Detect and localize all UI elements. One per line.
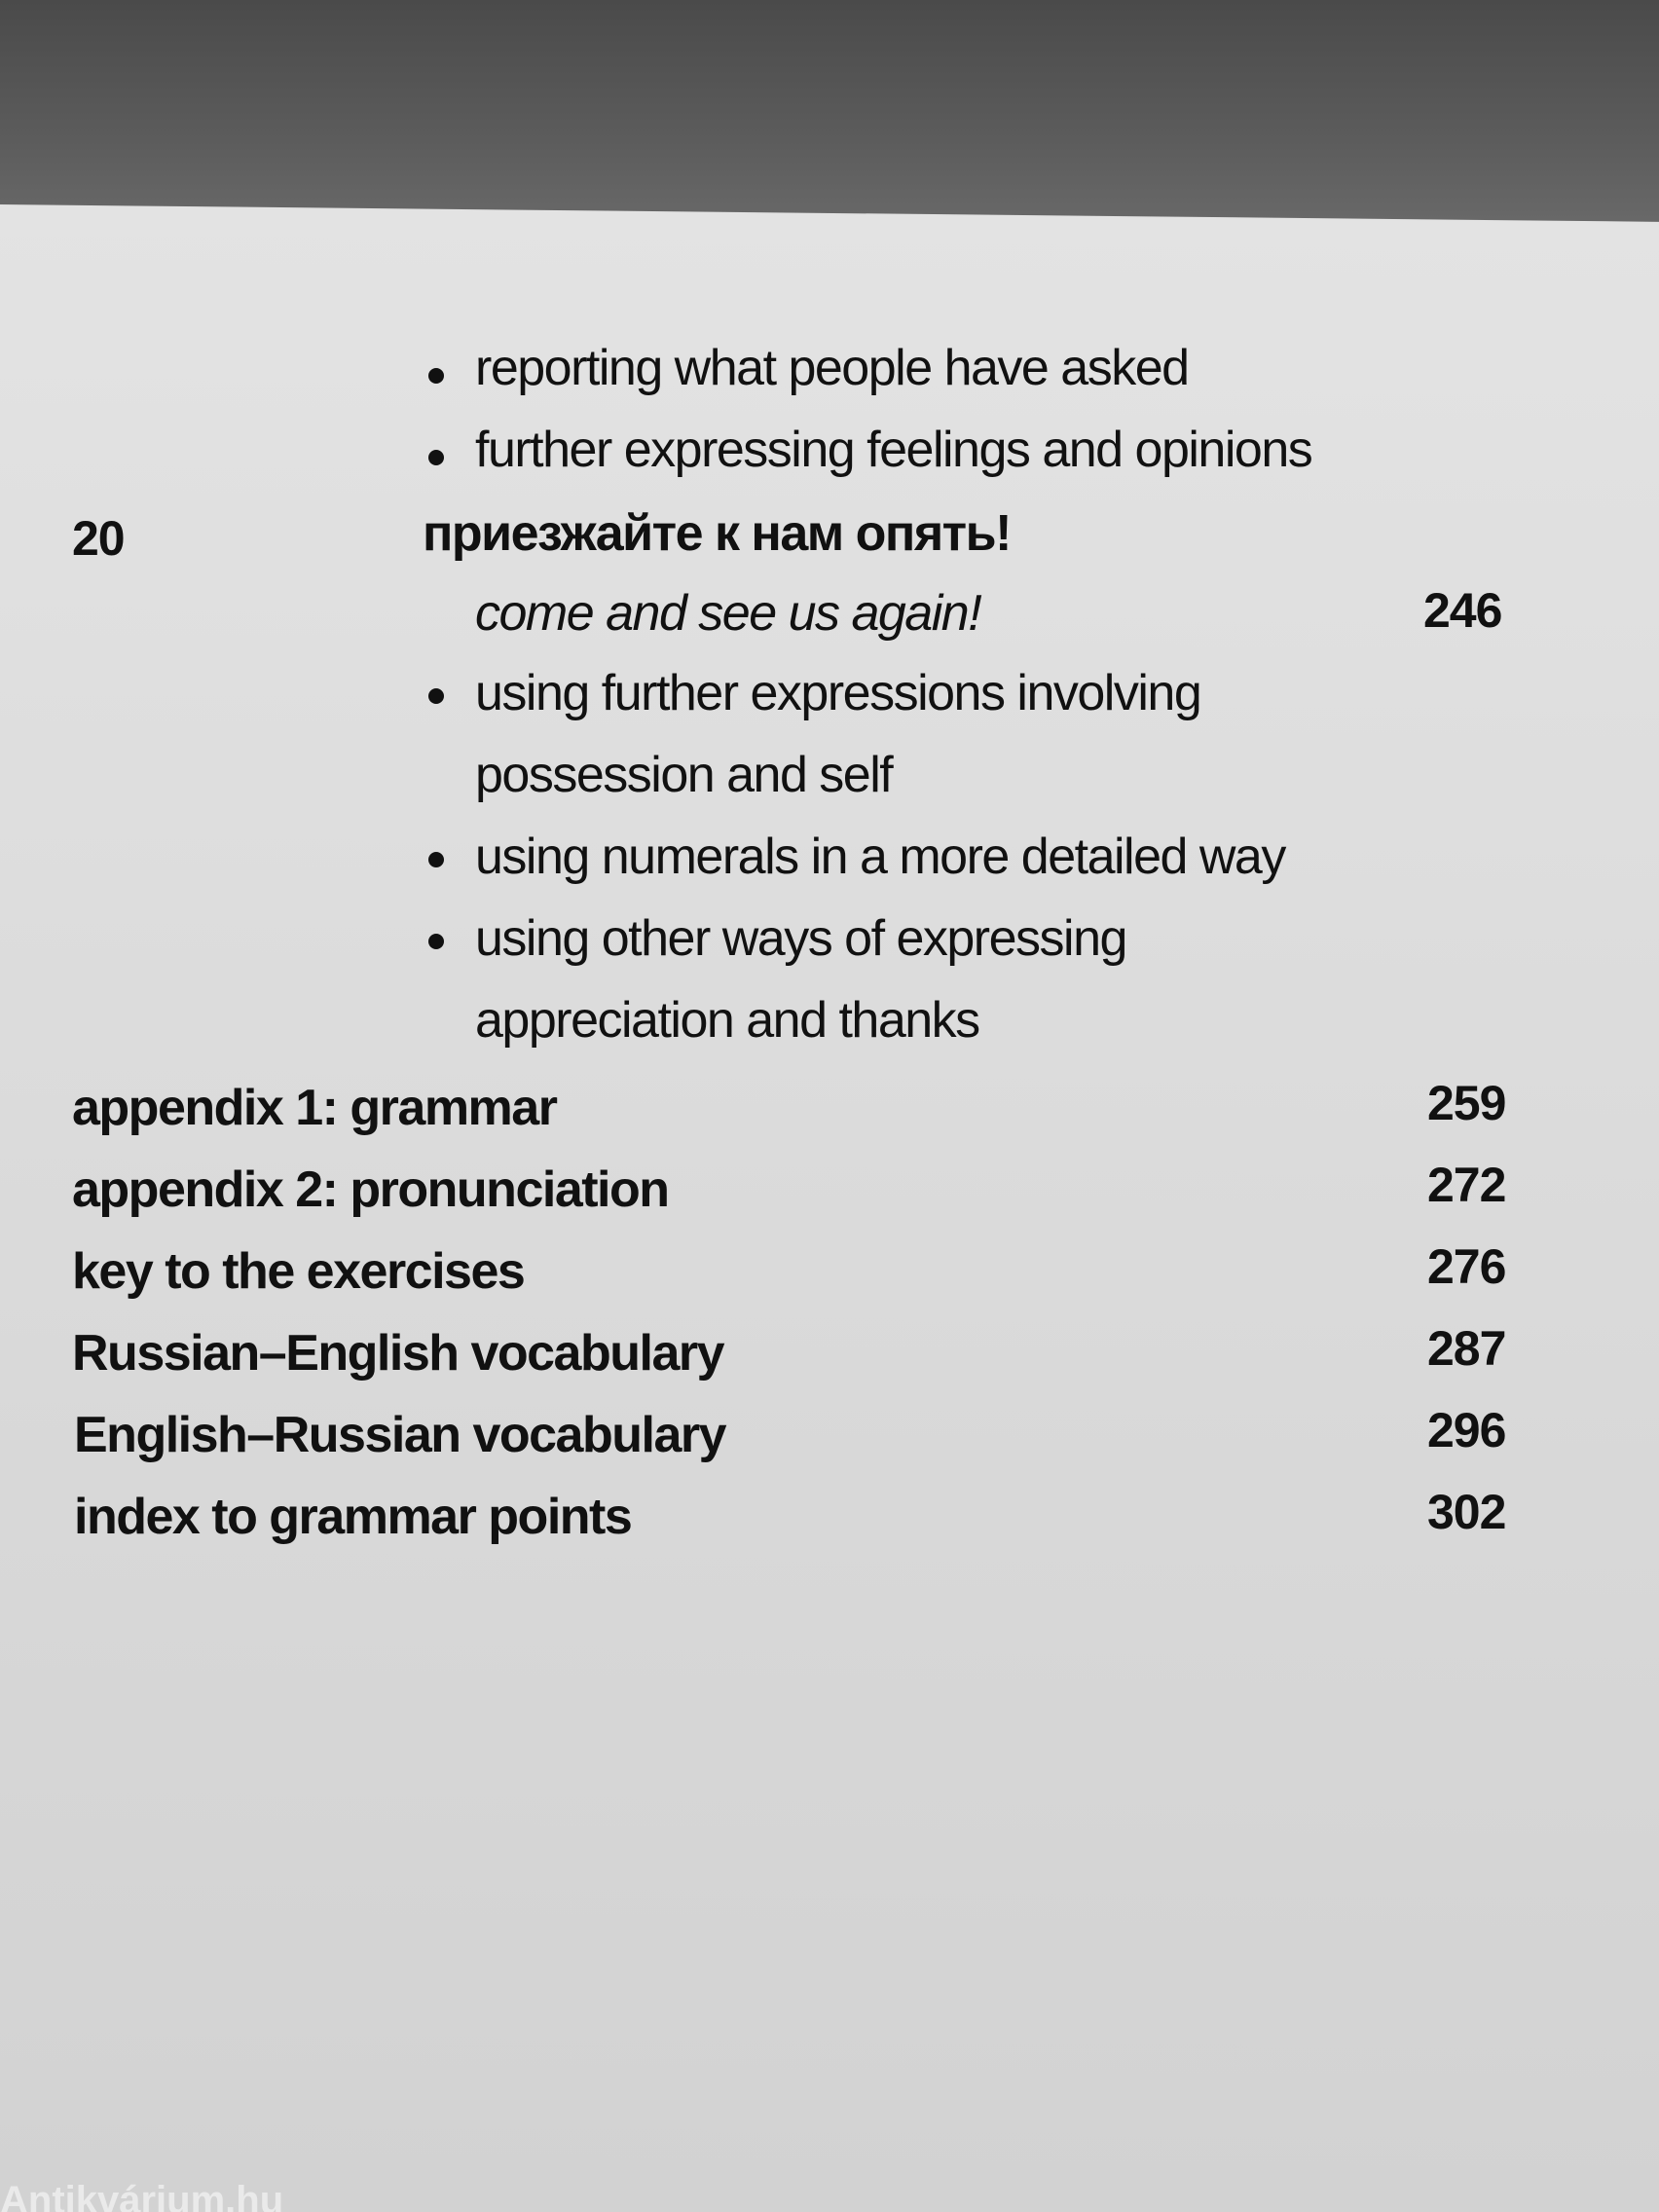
toc-entry-key: key to the exercises — [72, 1243, 525, 1300]
toc-page-english-russian-vocabulary: 296 — [1427, 1403, 1506, 1457]
background-surface — [0, 0, 1659, 234]
toc-bullet: using other ways of expressing — [475, 910, 1126, 967]
toc-page-russian-english-vocabulary: 287 — [1427, 1321, 1506, 1376]
toc-page-key: 276 — [1427, 1239, 1506, 1294]
unit-number: 20 — [72, 511, 125, 566]
bullet-icon — [428, 934, 444, 949]
toc-page-appendix-2: 272 — [1427, 1158, 1506, 1212]
bullet-icon — [428, 450, 444, 465]
toc-bullet-continuation: appreciation and thanks — [475, 992, 979, 1049]
toc-bullet: further expressing feelings and opinions — [475, 422, 1312, 478]
toc-page-grammar-index: 302 — [1427, 1485, 1506, 1539]
toc-entry-appendix-2: appendix 2: pronunciation — [72, 1161, 669, 1218]
toc-bullet-continuation: possession and self — [475, 747, 893, 803]
toc-entry-russian-english-vocabulary: Russian–English vocabulary — [72, 1325, 724, 1382]
bullet-icon — [428, 368, 444, 384]
bullet-icon — [428, 688, 444, 704]
bullet-icon — [428, 852, 444, 867]
unit-title-english: come and see us again! — [475, 585, 981, 642]
unit-title-russian: приезжайте к нам опять! — [423, 505, 1011, 562]
watermark: Antikvárium.hu — [0, 2179, 284, 2212]
toc-entry-english-russian-vocabulary: English–Russian vocabulary — [74, 1407, 726, 1463]
toc-page-appendix-1: 259 — [1427, 1076, 1506, 1130]
toc-entry-grammar-index: index to grammar points — [74, 1489, 632, 1545]
toc-bullet: using further expressions involving — [475, 665, 1201, 721]
toc-bullet: reporting what people have asked — [475, 340, 1189, 396]
toc-entry-appendix-1: appendix 1: grammar — [72, 1080, 557, 1136]
unit-page-number: 246 — [1423, 583, 1502, 638]
toc-bullet: using numerals in a more detailed way — [475, 829, 1285, 885]
